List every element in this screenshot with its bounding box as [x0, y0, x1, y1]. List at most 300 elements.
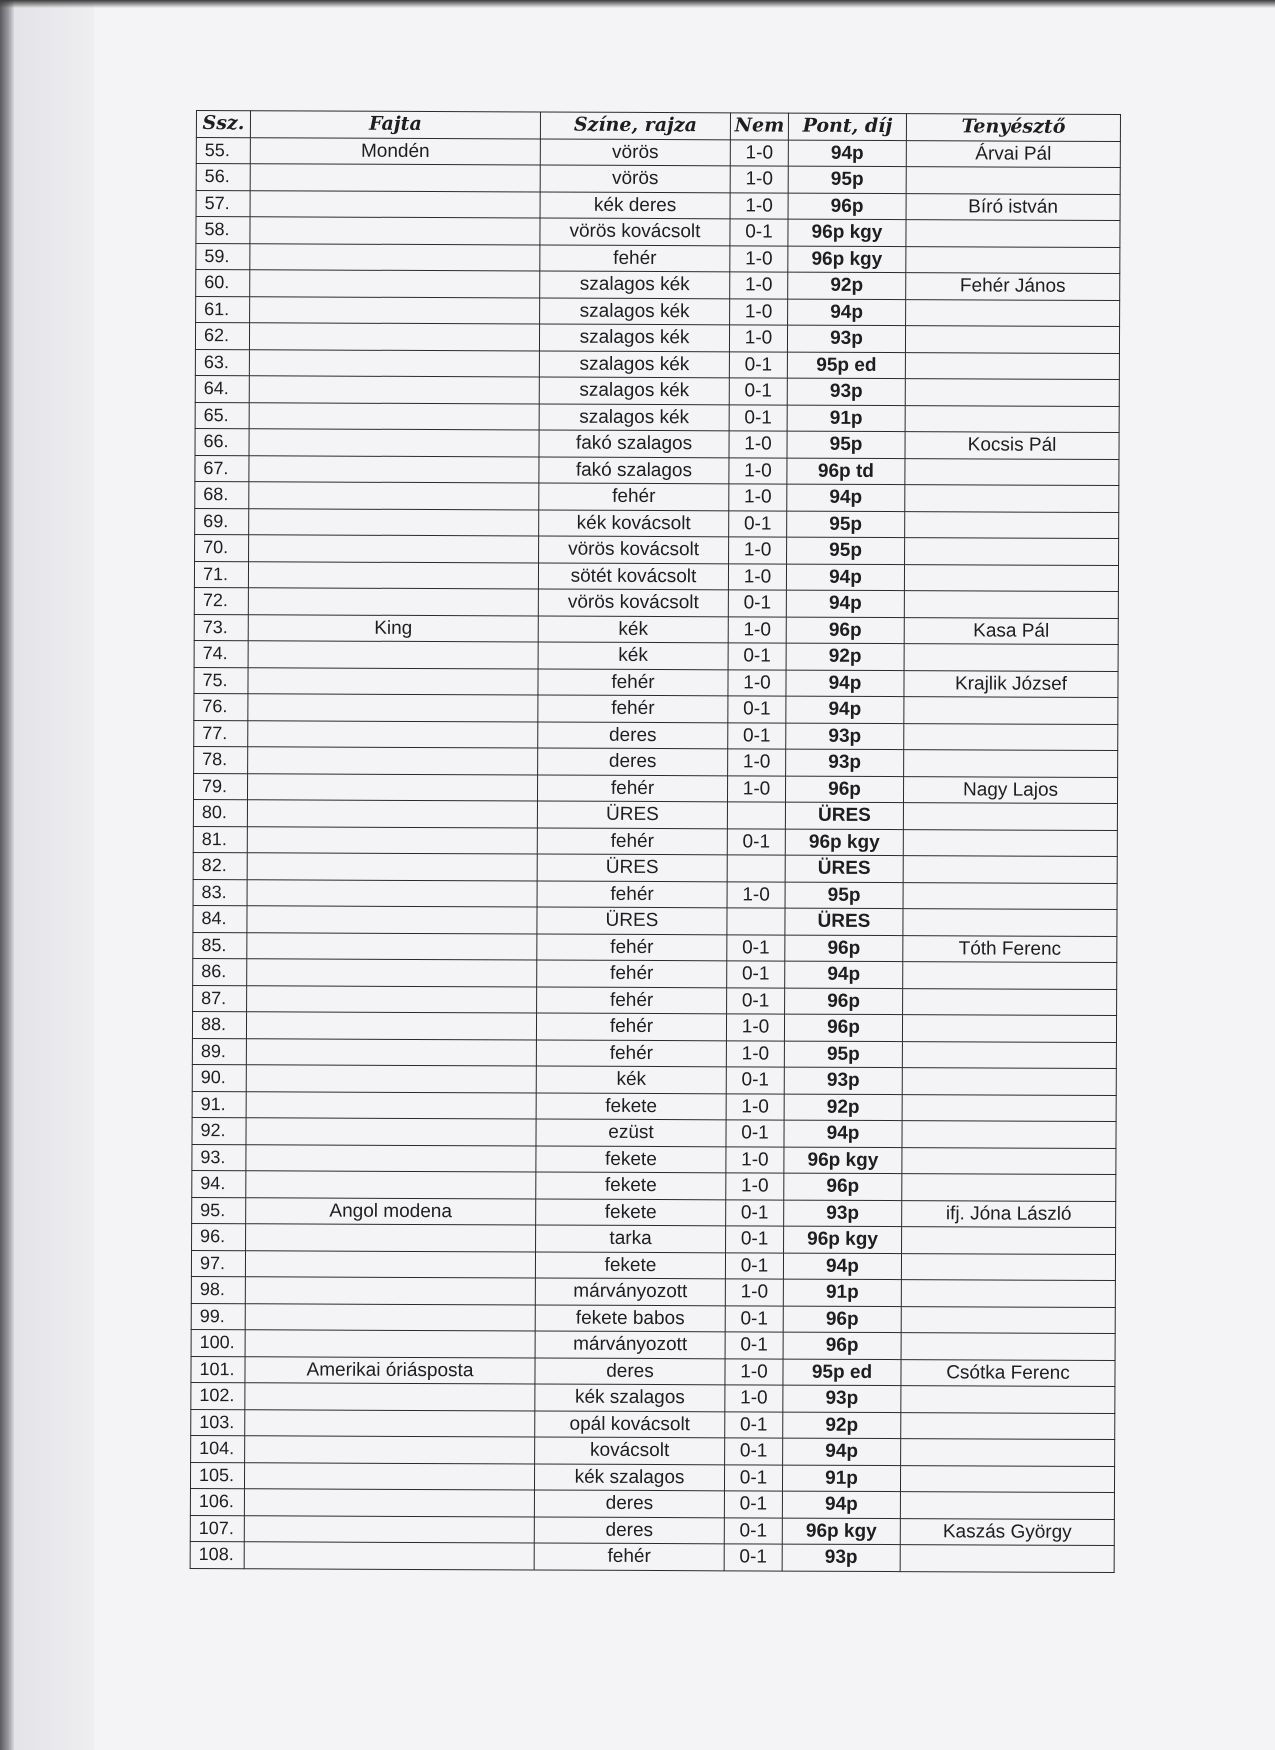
cell-nem: 1-0 [730, 192, 788, 219]
table-row [195, 323, 1119, 354]
cell-szine: opál kovácsolt [535, 1410, 725, 1437]
table-row [196, 137, 1120, 168]
cell-ssz: 87. [193, 985, 247, 1012]
header-nem: Nem [730, 113, 788, 140]
table-row [190, 1462, 1114, 1493]
cell-nem: 0-1 [724, 1464, 782, 1491]
cell-tenyeszto [904, 750, 1118, 777]
cell-tenyeszto: Csótka Ferenc [901, 1359, 1115, 1386]
table-row [195, 508, 1119, 539]
cell-ssz: 91. [192, 1091, 246, 1118]
cell-nem: 0-1 [728, 722, 786, 749]
cell-pont: 96p [785, 935, 903, 962]
cell-pont: 92p [788, 272, 906, 299]
cell-szine: fehér [537, 933, 727, 960]
table-row [192, 1223, 1116, 1254]
cell-pont: 96p kgy [788, 219, 906, 246]
cell-szine: fehér [537, 986, 727, 1013]
cell-ssz: 68. [195, 481, 249, 508]
results-table [190, 110, 1121, 1573]
cell-nem [727, 802, 785, 829]
cell-pont: 96p [784, 1173, 902, 1200]
cell-tenyeszto [906, 246, 1120, 273]
table-row [192, 1197, 1116, 1228]
cell-ssz: 65. [195, 402, 249, 429]
cell-nem: 0-1 [726, 1120, 784, 1147]
cell-szine: fakó szalagos [539, 456, 729, 483]
table-row [195, 402, 1119, 433]
cell-szine: kék kovácsolt [539, 509, 729, 536]
cell-pont: 93p [787, 325, 905, 352]
cell-fajta [244, 1515, 534, 1543]
cell-pont: 95p [785, 882, 903, 909]
cell-nem: 1-0 [726, 1014, 784, 1041]
cell-nem: 1-0 [727, 881, 785, 908]
cell-szine: szalagos kék [539, 324, 729, 351]
cell-szine: fehér [534, 1543, 724, 1570]
header-row [196, 111, 1120, 142]
cell-tenyeszto [901, 1253, 1115, 1280]
cell-szine: vörös [540, 139, 730, 166]
cell-nem: 1-0 [729, 457, 787, 484]
cell-pont: 96p td [787, 458, 905, 485]
cell-szine: deres [538, 721, 728, 748]
cell-ssz: 97. [191, 1250, 245, 1277]
cell-fajta: Angol modena [246, 1197, 536, 1225]
header-tenyeszto: Tenyésztő [906, 114, 1120, 141]
cell-szine: ezüst [536, 1119, 726, 1146]
table-row [191, 1435, 1115, 1466]
cell-nem: 1-0 [730, 245, 788, 272]
cell-pont: 93p [784, 1200, 902, 1227]
cell-fajta [250, 190, 540, 218]
cell-nem: 0-1 [726, 1226, 784, 1253]
cell-szine: fekete [536, 1172, 726, 1199]
table-row [191, 1356, 1115, 1387]
cell-nem: 1-0 [728, 563, 786, 590]
cell-fajta [247, 932, 537, 960]
cell-nem [727, 855, 785, 882]
cell-fajta [248, 694, 538, 722]
cell-tenyeszto [903, 988, 1117, 1015]
cell-nem: 0-1 [727, 961, 785, 988]
table-row [192, 1170, 1116, 1201]
cell-ssz: 95. [192, 1197, 246, 1224]
cell-szine: ÜRES [537, 801, 727, 828]
cell-fajta [245, 1303, 535, 1331]
table-row [190, 1515, 1114, 1546]
cell-szine: fehér [540, 245, 730, 272]
cell-ssz: 73. [194, 614, 248, 641]
cell-szine: fehér [539, 483, 729, 510]
cell-szine: márványozott [535, 1331, 725, 1358]
cell-pont: ÜRES [785, 802, 903, 829]
cell-tenyeszto [902, 1227, 1116, 1254]
cell-ssz: 80. [193, 799, 247, 826]
cell-fajta [246, 1091, 536, 1119]
cell-tenyeszto [903, 856, 1117, 883]
cell-fajta [245, 1250, 535, 1278]
cell-fajta [246, 1224, 536, 1252]
cell-ssz: 61. [196, 296, 250, 323]
cell-pont: 96p kgy [788, 246, 906, 273]
cell-nem: 0-1 [726, 1067, 784, 1094]
cell-fajta [248, 641, 538, 669]
table-body [190, 137, 1120, 1572]
cell-szine: deres [534, 1516, 724, 1543]
cell-fajta [245, 1409, 535, 1437]
cell-tenyeszto [905, 511, 1119, 538]
cell-pont: 94p [783, 1253, 901, 1280]
cell-pont: 94p [783, 1438, 901, 1465]
cell-ssz: 70. [195, 534, 249, 561]
cell-nem: 0-1 [729, 378, 787, 405]
table-row [196, 164, 1120, 195]
cell-pont: ÜRES [785, 908, 903, 935]
cell-ssz: 107. [190, 1515, 244, 1542]
cell-szine: fehér [536, 1039, 726, 1066]
cell-tenyeszto [904, 697, 1118, 724]
cell-fajta [247, 985, 537, 1013]
cell-fajta [244, 1462, 534, 1490]
cell-tenyeszto [905, 458, 1119, 485]
table-row [194, 746, 1118, 777]
cell-ssz: 83. [193, 879, 247, 906]
cell-szine: vörös [540, 165, 730, 192]
cell-pont: 96p [785, 988, 903, 1015]
cell-fajta [249, 429, 539, 457]
cell-fajta [244, 1542, 534, 1570]
cell-szine: fekete [536, 1198, 726, 1225]
cell-tenyeszto [903, 803, 1117, 830]
cell-fajta [247, 879, 537, 907]
cell-fajta [249, 402, 539, 430]
cell-ssz: 99. [191, 1303, 245, 1330]
cell-pont: 91p [783, 1279, 901, 1306]
cell-tenyeszto: Tóth Ferenc [903, 935, 1117, 962]
cell-nem: 0-1 [730, 219, 788, 246]
cell-pont: 94p [788, 299, 906, 326]
cell-fajta [246, 1144, 536, 1172]
cell-fajta [249, 455, 539, 483]
table-row [190, 1541, 1114, 1572]
cell-fajta [246, 1065, 536, 1093]
cell-tenyeszto [902, 1174, 1116, 1201]
cell-pont: 94p [788, 140, 906, 167]
cell-tenyeszto: Kasa Pál [904, 617, 1118, 644]
cell-pont: 93p [786, 749, 904, 776]
table-row [194, 720, 1118, 751]
table-row [195, 534, 1119, 565]
cell-nem: 1-0 [730, 298, 788, 325]
cell-pont: 92p [784, 1094, 902, 1121]
cell-nem: 1-0 [729, 325, 787, 352]
cell-szine: tarka [536, 1225, 726, 1252]
cell-szine: fehér [537, 774, 727, 801]
cell-ssz: 90. [192, 1064, 246, 1091]
table-row [196, 190, 1120, 221]
cell-szine: fehér [538, 668, 728, 695]
cell-fajta [248, 667, 538, 695]
cell-szine: ÜRES [537, 854, 727, 881]
cell-ssz: 81. [193, 826, 247, 853]
cell-fajta [248, 561, 538, 589]
cell-tenyeszto [906, 299, 1120, 326]
cell-ssz: 94. [192, 1170, 246, 1197]
cell-nem: 0-1 [729, 351, 787, 378]
cell-tenyeszto [905, 379, 1119, 406]
cell-ssz: 101. [191, 1356, 245, 1383]
table-row [192, 1091, 1116, 1122]
cell-ssz: 89. [192, 1038, 246, 1065]
cell-pont: 94p [786, 590, 904, 617]
cell-tenyeszto: ifj. Jóna László [902, 1200, 1116, 1227]
cell-fajta [249, 323, 539, 351]
cell-nem: 0-1 [724, 1491, 782, 1518]
cell-nem: 1-0 [729, 537, 787, 564]
cell-szine: fekete [536, 1145, 726, 1172]
cell-fajta [248, 747, 538, 775]
cell-pont: 95p ed [783, 1359, 901, 1386]
cell-tenyeszto: Nagy Lajos [903, 776, 1117, 803]
table-row [194, 667, 1118, 698]
cell-fajta: Amerikai óriásposta [245, 1356, 535, 1384]
cell-nem: 0-1 [724, 1544, 782, 1571]
table-row [193, 985, 1117, 1016]
table-row [191, 1409, 1115, 1440]
cell-ssz: 88. [192, 1011, 246, 1038]
cell-szine: szalagos kék [540, 271, 730, 298]
cell-pont: 93p [787, 378, 905, 405]
cell-nem: 0-1 [725, 1332, 783, 1359]
table-row [195, 375, 1119, 406]
table-row [191, 1382, 1115, 1413]
cell-nem: 0-1 [727, 828, 785, 855]
table-row [195, 349, 1119, 380]
cell-pont: 96p kgy [784, 1147, 902, 1174]
cell-tenyeszto [905, 538, 1119, 565]
cell-ssz: 92. [192, 1117, 246, 1144]
table-row [192, 1038, 1116, 1069]
cell-szine: sötét kovácsolt [538, 562, 728, 589]
cell-pont: 96p [784, 1014, 902, 1041]
cell-ssz: 103. [191, 1409, 245, 1436]
cell-ssz: 100. [191, 1329, 245, 1356]
table-row [194, 587, 1118, 618]
cell-tenyeszto [902, 1015, 1116, 1042]
cell-nem: 1-0 [730, 272, 788, 299]
cell-szine: fekete [535, 1251, 725, 1278]
cell-ssz: 84. [193, 905, 247, 932]
table-row [195, 428, 1119, 459]
table-row [193, 905, 1117, 936]
cell-fajta [247, 800, 537, 828]
cell-tenyeszto [904, 644, 1118, 671]
cell-ssz: 74. [194, 640, 248, 667]
cell-tenyeszto [903, 882, 1117, 909]
cell-pont: 94p [784, 1120, 902, 1147]
cell-nem: 0-1 [729, 510, 787, 537]
table-row [193, 826, 1117, 857]
cell-szine: márványozott [535, 1278, 725, 1305]
table-row [195, 455, 1119, 486]
header-fajta: Fajta [250, 111, 540, 139]
cell-nem: 0-1 [729, 404, 787, 431]
cell-fajta [250, 296, 540, 324]
table-row [193, 773, 1117, 804]
cell-szine: fehér [537, 827, 727, 854]
cell-ssz: 108. [190, 1541, 244, 1568]
table-row [194, 640, 1118, 671]
cell-fajta [250, 164, 540, 192]
cell-fajta [247, 773, 537, 801]
cell-ssz: 63. [195, 349, 249, 376]
header-ssz: Ssz. [196, 111, 250, 138]
cell-szine: fekete babos [535, 1304, 725, 1331]
cell-ssz: 98. [191, 1276, 245, 1303]
cell-pont: 94p [785, 961, 903, 988]
cell-ssz: 93. [192, 1144, 246, 1171]
cell-nem: 1-0 [728, 616, 786, 643]
cell-fajta [244, 1489, 534, 1517]
cell-ssz: 57. [196, 190, 250, 217]
cell-szine: fehér [537, 960, 727, 987]
cell-ssz: 58. [196, 217, 250, 244]
table-row [191, 1276, 1115, 1307]
cell-nem: 1-0 [730, 166, 788, 193]
cell-tenyeszto [900, 1465, 1114, 1492]
cell-pont: 96p [783, 1306, 901, 1333]
cell-pont: 95p [787, 537, 905, 564]
table-row [194, 693, 1118, 724]
table-row [196, 270, 1120, 301]
cell-nem: 0-1 [727, 934, 785, 961]
cell-fajta [247, 826, 537, 854]
cell-ssz: 64. [195, 375, 249, 402]
cell-nem: 0-1 [726, 1199, 784, 1226]
cell-nem [727, 908, 785, 935]
cell-fajta [249, 535, 539, 563]
cell-nem: 1-0 [726, 1040, 784, 1067]
cell-ssz: 79. [193, 773, 247, 800]
cell-tenyeszto [902, 1121, 1116, 1148]
cell-nem: 1-0 [726, 1093, 784, 1120]
cell-fajta: King [248, 614, 538, 642]
cell-fajta [246, 1118, 536, 1146]
cell-szine: deres [538, 748, 728, 775]
cell-pont: 93p [782, 1544, 900, 1571]
cell-pont: 94p [786, 696, 904, 723]
cell-tenyeszto [901, 1333, 1115, 1360]
cell-ssz: 55. [196, 137, 250, 164]
cell-ssz: 67. [195, 455, 249, 482]
table-row [193, 879, 1117, 910]
scan-top-shadow [0, 0, 1275, 8]
cell-fajta [247, 959, 537, 987]
cell-pont: 92p [783, 1412, 901, 1439]
cell-ssz: 56. [196, 164, 250, 191]
cell-szine: fehér [536, 1013, 726, 1040]
cell-ssz: 76. [194, 693, 248, 720]
cell-fajta [249, 376, 539, 404]
cell-szine: fehér [537, 880, 727, 907]
cell-nem: 0-1 [727, 987, 785, 1014]
cell-ssz: 78. [194, 746, 248, 773]
cell-tenyeszto [900, 1545, 1114, 1572]
cell-fajta [249, 349, 539, 377]
cell-fajta [250, 243, 540, 271]
cell-fajta [247, 853, 537, 881]
cell-szine: szalagos kék [540, 298, 730, 325]
cell-ssz: 85. [193, 932, 247, 959]
table-row [190, 1488, 1114, 1519]
cell-tenyeszto [904, 591, 1118, 618]
header-pont: Pont, díj [788, 113, 906, 140]
binding-edge [0, 0, 14, 1750]
cell-tenyeszto [903, 829, 1117, 856]
cell-nem: 1-0 [725, 1279, 783, 1306]
cell-pont: 95p [784, 1041, 902, 1068]
cell-pont: 93p [783, 1385, 901, 1412]
cell-pont: 96p kgy [785, 829, 903, 856]
cell-tenyeszto [903, 909, 1117, 936]
cell-nem: 0-1 [725, 1305, 783, 1332]
cell-tenyeszto [900, 1492, 1114, 1519]
cell-ssz: 71. [194, 561, 248, 588]
cell-tenyeszto [901, 1412, 1115, 1439]
cell-ssz: 69. [195, 508, 249, 535]
cell-szine: szalagos kék [539, 377, 729, 404]
cell-fajta [245, 1383, 535, 1411]
cell-nem: 0-1 [724, 1517, 782, 1544]
cell-tenyeszto: Bíró istván [906, 193, 1120, 220]
cell-tenyeszto [902, 1068, 1116, 1095]
cell-pont: 95p ed [787, 352, 905, 379]
table-row [196, 296, 1120, 327]
cell-fajta [249, 482, 539, 510]
cell-fajta [245, 1277, 535, 1305]
table-row [195, 481, 1119, 512]
cell-pont: ÜRES [785, 855, 903, 882]
cell-tenyeszto [901, 1306, 1115, 1333]
page-gutter [14, 0, 94, 1750]
cell-fajta: Mondén [250, 137, 540, 165]
cell-tenyeszto [902, 1147, 1116, 1174]
cell-szine: ÜRES [537, 907, 727, 934]
cell-fajta [247, 906, 537, 934]
cell-szine: vörös kovácsolt [540, 218, 730, 245]
cell-tenyeszto: Krajlik József [904, 670, 1118, 697]
table-row [196, 243, 1120, 274]
cell-fajta [245, 1436, 535, 1464]
cell-szine: szalagos kék [539, 351, 729, 378]
cell-szine: deres [534, 1490, 724, 1517]
cell-tenyeszto [903, 962, 1117, 989]
cell-tenyeszto [905, 485, 1119, 512]
table-row [192, 1064, 1116, 1095]
table-row [192, 1117, 1116, 1148]
cell-fajta [250, 217, 540, 245]
cell-fajta [248, 720, 538, 748]
cell-szine: kék [536, 1066, 726, 1093]
cell-pont: 94p [786, 670, 904, 697]
cell-nem: 1-0 [725, 1385, 783, 1412]
cell-fajta [246, 1171, 536, 1199]
table-row [192, 1144, 1116, 1175]
cell-szine: kék szalagos [535, 1384, 725, 1411]
cell-ssz: 62. [195, 323, 249, 350]
cell-nem: 1-0 [730, 139, 788, 166]
